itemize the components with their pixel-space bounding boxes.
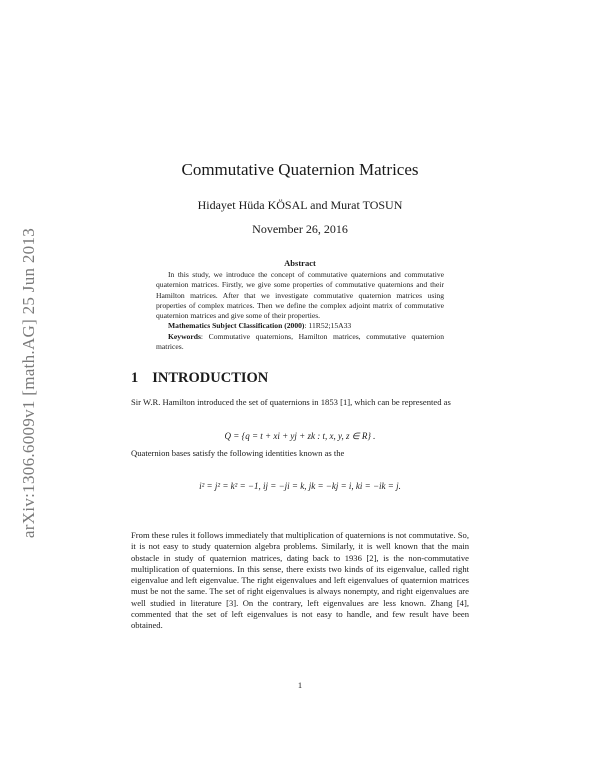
abstract-heading: Abstract: [284, 258, 316, 268]
equation-quaternion-set: Q = {q = t + xi + yj + zk : t, x, y, z ∈ R} .: [224, 431, 376, 441]
arxiv-stamp: [18, 182, 40, 584]
msc-line: [156, 321, 444, 331]
paper-title: Commutative Quaternion Matrices: [181, 160, 419, 179]
msc-label: Mathematics Subject Classification (2000): [168, 321, 305, 331]
section-heading: [131, 370, 268, 387]
keywords-line: [156, 332, 444, 353]
abstract: [156, 270, 444, 352]
authors: Hidayet Hüda KÖSAL and Murat TOSUN: [197, 198, 403, 212]
equation-basis-identities: i² = j² = k² = −1, ij = −ji = k, jk = −kj = i, ki = −ik = j.: [199, 481, 401, 491]
body-paragraph: From these rules it follows immediately that multiplication of quaternions is not commutative. So, it is not easy to study quaternion algebra problems. Similarly, it is well known that the main obstacle in study of quaternion matrices, dating back to 1936 [2], is the non-commutative multiplication of quaternions. In this sense, there exists two kinds of its eigenvalue, called right eigenvalue and left eigenvalue. The right eigenvalues and left eigenvalues of quaternion matrices must be not the same. The set of right eigenvalues is always nonempty, and right eigenvalues are well studied in literature [3]. On the contrary, left eigenvalues are less known. Zhang [4], commented that the set of left eigenvalues is not easy to handle, and few result have been obtained.: [131, 530, 469, 631]
msc-value: : 11R52;15A33: [304, 321, 352, 331]
abstract-text: In this study, we introduce the concept of commutative quaternions and commutative quaternion matrices. Firstly, we give some properties of commutative quaternions and their Hamilton matrices. After that we investigate commutative quaternion matrices using properties of complex matrices. Then we define the complex adjoint matrix of commutative quaternion matrices and give some of their properties.: [156, 270, 444, 321]
intro-text: Sir W.R. Hamilton introduced the set of quaternions in 1853 [1], which can be represented as: [131, 397, 451, 407]
keywords-label: Keywords: [168, 331, 201, 341]
section-title: INTRODUCTION: [152, 370, 269, 386]
bases-text: Quaternion bases satisfy the following identities known as the: [131, 448, 345, 458]
page-number: 1: [297, 680, 303, 690]
date: November 26, 2016: [252, 222, 348, 236]
arxiv-identifier: arXiv:1306.6009v1 [math.AG] 25 Jun 2013: [19, 227, 38, 539]
section-number: 1: [131, 370, 139, 386]
keywords-value: : Commutative quaternions, Hamilton matrices, commutative quaternion matrices.: [156, 331, 444, 352]
